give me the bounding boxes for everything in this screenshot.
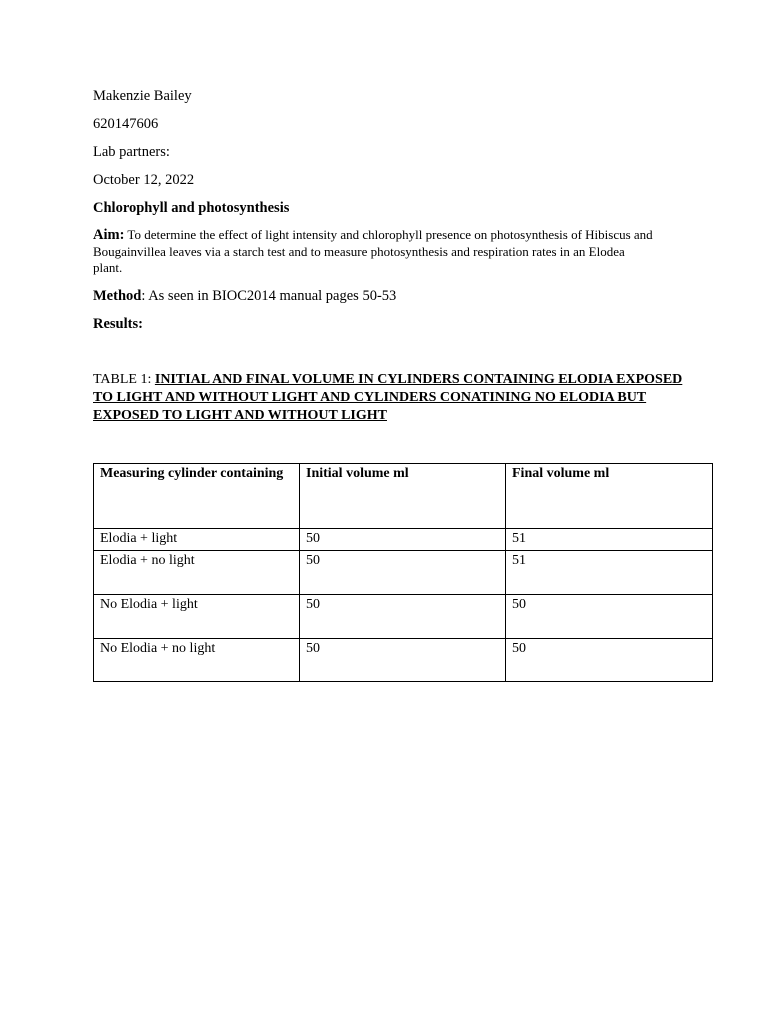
aim-paragraph	[93, 227, 653, 277]
table-header-cell: Initial volume ml	[300, 464, 506, 529]
method-text: : As seen in BIOC2014 manual pages 50-53	[141, 288, 397, 304]
student-id: 620147606	[93, 116, 159, 132]
results-table	[93, 463, 713, 682]
table-cell: No Elodia + no light	[94, 639, 300, 682]
report-date: October 12, 2022	[93, 172, 195, 188]
author-name: Makenzie Bailey	[93, 88, 192, 104]
table-cell: 51	[506, 551, 713, 595]
table-header-row	[94, 464, 713, 529]
table-cell: 50	[506, 639, 713, 682]
table-cell: 50	[300, 551, 506, 595]
table-cell: No Elodia + light	[94, 595, 300, 639]
table-row	[94, 595, 713, 639]
table-caption	[93, 371, 693, 425]
table-cell: 50	[300, 595, 506, 639]
table-header-cell: Measuring cylinder containing	[94, 464, 300, 529]
method-paragraph	[93, 288, 396, 305]
method-label: Method	[93, 288, 142, 304]
aim-text: To determine the effect of light intensity and chlorophyll presence on photosynthesis of Hibiscus and Bougainvillea leaves via a starch test and to measure photosynthesis and respiration rates in an Elodea plant.	[93, 227, 653, 275]
table-row	[94, 639, 713, 682]
table-header-cell: Final volume ml	[506, 464, 713, 529]
table-cell: 51	[506, 529, 713, 551]
table-cell: Elodia + light	[94, 529, 300, 551]
aim-label: Aim:	[93, 227, 125, 243]
table-row	[94, 529, 713, 551]
table-cell: Elodia + no light	[94, 551, 300, 595]
results-heading: Results:	[93, 316, 143, 332]
table-caption-title: INITIAL AND FINAL VOLUME IN CYLINDERS CONTAINING ELODIA EXPOSED TO LIGHT AND WITHOUT LIGHT AND CYLINDERS CONATINING NO ELODIA BUT EXPOSED TO LIGHT AND WITHOUT LIGHT	[93, 372, 683, 423]
lab-partners-label: Lab partners:	[93, 144, 170, 160]
table-cell: 50	[506, 595, 713, 639]
table-cell: 50	[300, 639, 506, 682]
table-cell: 50	[300, 529, 506, 551]
table-row	[94, 551, 713, 595]
report-title: Chlorophyll and photosynthesis	[93, 200, 290, 216]
table-caption-prefix: TABLE 1:	[93, 372, 155, 387]
